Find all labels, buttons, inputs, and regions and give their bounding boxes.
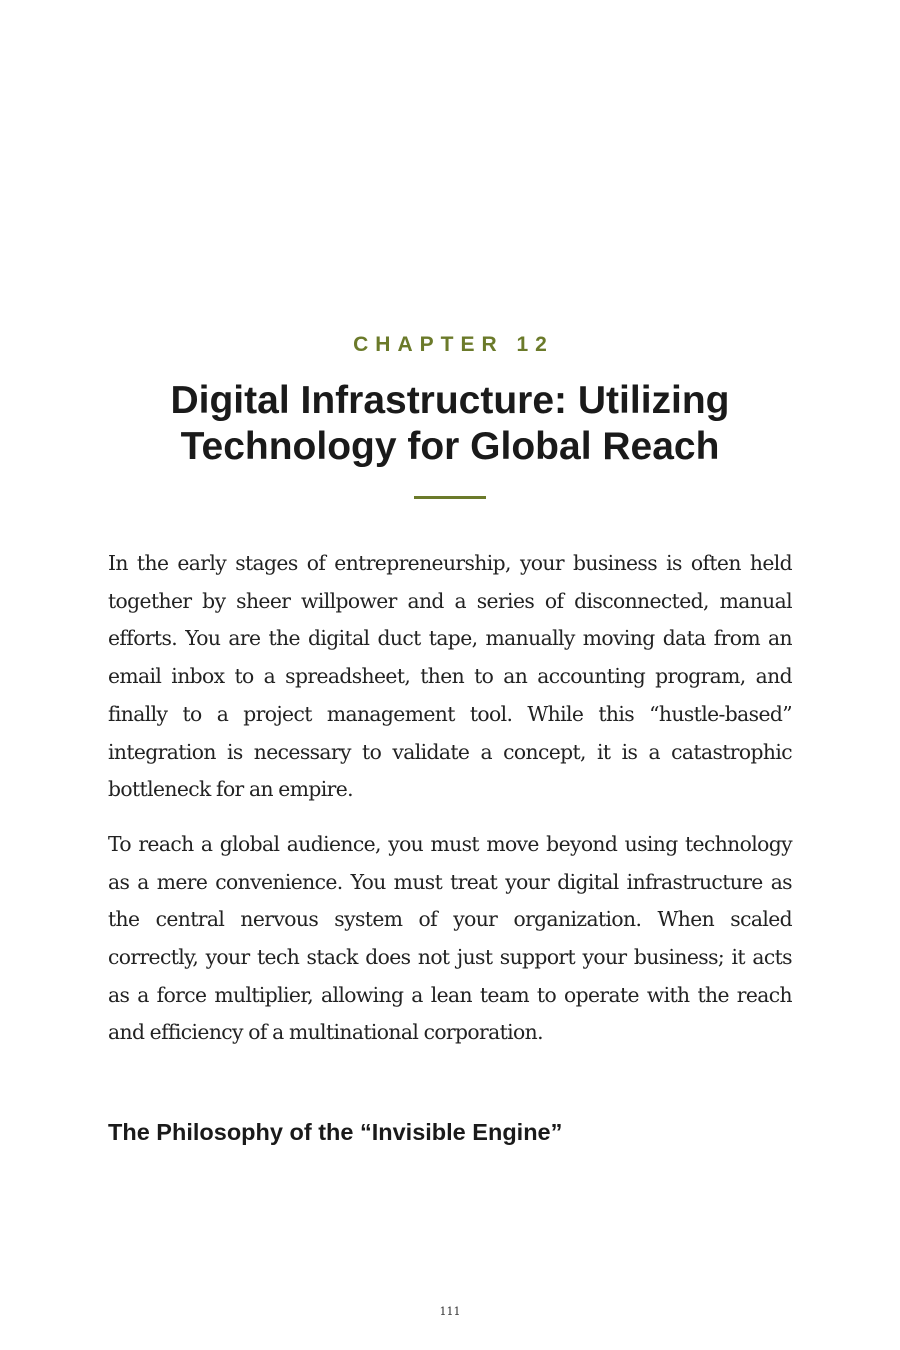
title-divider — [414, 496, 486, 499]
chapter-body — [108, 545, 792, 1069]
paragraph-2: To reach a global audience, you must move beyond using technology as a mere convenience. You must treat your digital infrastructure as the central nervous system of your organization. When scaled correctly, your tech stack does not just support your business; it acts as a force multiplier, allowing a lean team to operate with the reach and efficiency of a multinational corporation. — [108, 831, 792, 1045]
paragraph-1: In the early stages of entrepreneurship, your business is often held together by sheer willpower and a series of disconnected, manual efforts. You are the digital duct tape, manually moving data from an email inbox to a spreadsheet, then to an accounting program, and finally to a project management tool. While this “hustle-based” integration is necessary to validate a concept, it is a catastrophic bottleneck for an empire. — [108, 551, 792, 802]
page-number: 111 — [439, 1305, 461, 1318]
section-heading: The Philosophy of the “Invisible Engine” — [108, 1119, 563, 1145]
chapter-title: Digital Infrastructure: Utilizing Technology for Global Reach — [170, 379, 730, 468]
chapter-label: CHAPTER 12 — [353, 333, 554, 356]
